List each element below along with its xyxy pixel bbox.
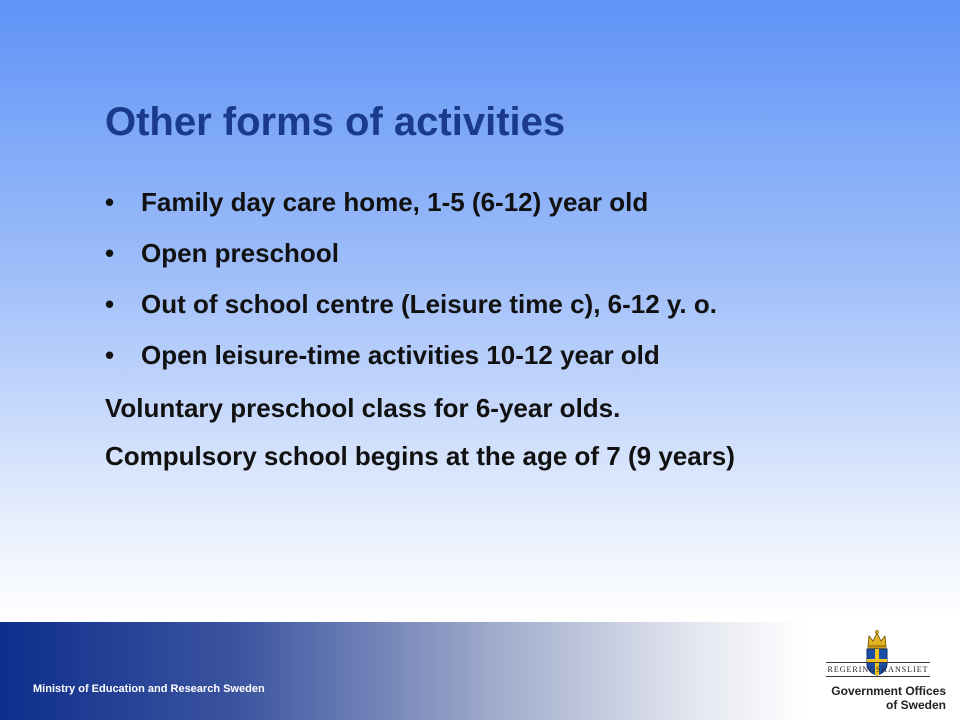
logo-rule-top — [826, 662, 930, 663]
slide-body — [105, 186, 905, 486]
footer-band — [0, 622, 960, 720]
bullet-item — [105, 339, 905, 371]
logo-line-2: of Sweden — [885, 698, 946, 712]
bullet-dot-icon: • — [105, 289, 115, 319]
bullet-text: Family day care home, 1-5 (6-12) year old — [141, 187, 649, 217]
ministry-footer-text: Ministry of Education and Research Sweden — [33, 683, 265, 695]
bullet-dot-icon: • — [105, 187, 115, 217]
bullet-text: Open preschool — [141, 238, 339, 268]
slide-title: Other forms of activities — [105, 100, 566, 144]
bullet-item — [105, 288, 905, 320]
logo-rule-bottom — [826, 676, 930, 677]
paragraph-preschool-class: Voluntary preschool class for 6-year olds. — [105, 393, 621, 423]
paragraph-compulsory-school: Compulsory school begins at the age of 7 (9 years) — [105, 441, 735, 471]
bullet-dot-icon: • — [105, 238, 115, 268]
bullet-text: Out of school centre (Leisure time c), 6-12 y. o. — [141, 289, 717, 319]
logo-wordmark: REGERINGSKANSLIET — [827, 665, 929, 674]
bullet-text: Open leisure-time activities 10-12 year old — [141, 340, 660, 370]
bullet-item — [105, 237, 905, 269]
government-logo — [820, 628, 960, 718]
bullet-dot-icon: • — [105, 340, 115, 370]
bullet-item — [105, 186, 905, 218]
logo-line-1: Government Offices — [831, 684, 946, 698]
